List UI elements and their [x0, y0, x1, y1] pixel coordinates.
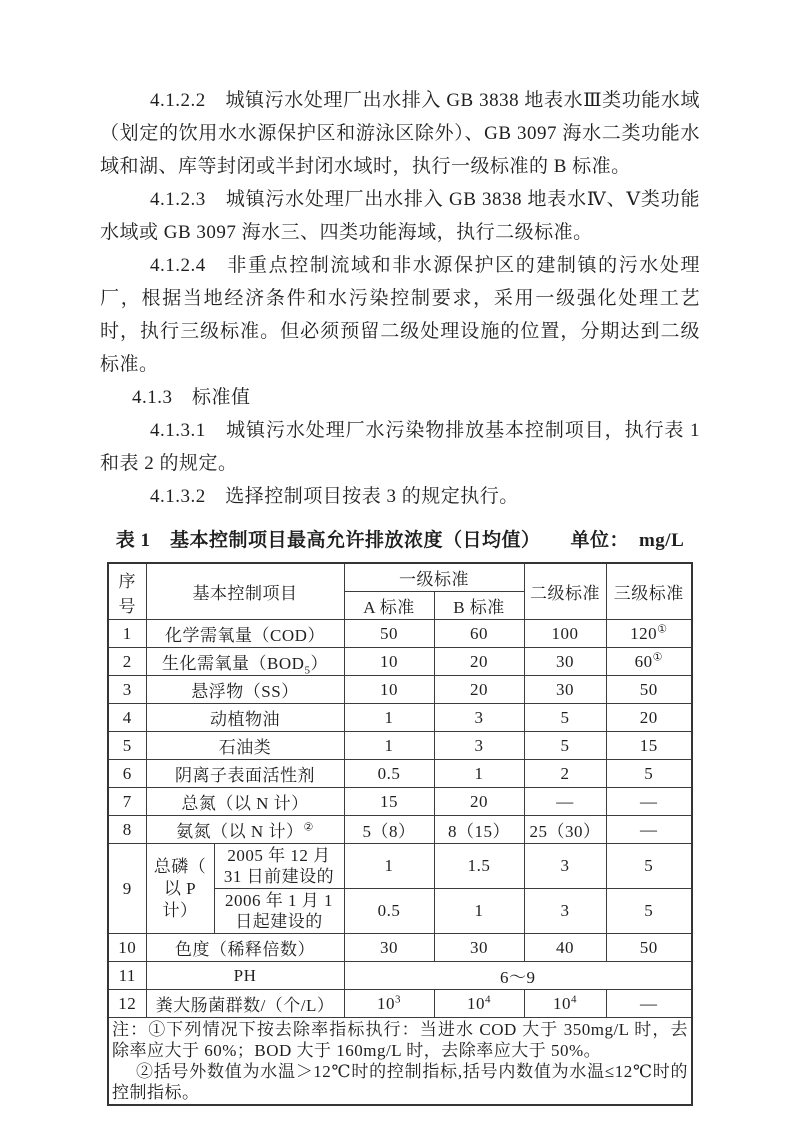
note-ref-2: ②: [303, 821, 314, 834]
cell-a: 10: [344, 648, 434, 676]
cell-no: 2: [108, 648, 146, 676]
cell-item: 生化需氧量$(BOD_5)$: [146, 648, 344, 676]
cell-level2: —: [524, 788, 606, 816]
table-row-5: [108, 732, 692, 760]
cell-level2: $10^4$: [524, 990, 606, 1018]
cell-a: 1: [344, 732, 434, 760]
cell-b: 20: [434, 676, 524, 704]
cell-b: 1: [434, 760, 524, 788]
cell-level2: 3: [524, 844, 606, 889]
header-level2: 二级标准: [524, 563, 606, 620]
cell-no: 1: [108, 620, 146, 648]
cell-a: 1: [344, 704, 434, 732]
cell-a: 0.5: [344, 889, 434, 934]
cell-item: 悬浮物（SS）: [146, 676, 344, 704]
cell-level3: 5: [606, 760, 692, 788]
table-row-2: [108, 648, 692, 676]
cell-condition-pre-2006: 2005 年 12 月 31 日前建设的: [214, 844, 344, 889]
cell-level3: 120①: [606, 620, 692, 648]
cell-b: 30: [434, 934, 524, 962]
cell-item: 氨氮（以 N 计）②: [146, 816, 344, 844]
table1-caption: [100, 525, 700, 552]
cell-level3: 60①: [606, 648, 692, 676]
cell-no: 10: [108, 934, 146, 962]
cell-a: 10: [344, 676, 434, 704]
cell-level2: 30: [524, 648, 606, 676]
cell-item: 粪大肠菌群数/（个/L）: [146, 990, 344, 1018]
table-notes-row: [108, 1018, 692, 1106]
paragraph-4-1-3-1: 4.1.3.1 城镇污水处理厂水污染物排放基本控制项目，执行表 1 和表 2 的规定。: [100, 420, 700, 474]
note-ref-1: ①: [657, 622, 668, 635]
cell-b: 1: [434, 889, 524, 934]
table1-basic-control-items: [107, 562, 693, 1106]
cell-b: 8（15）: [434, 816, 524, 844]
cell-level2: 5: [524, 732, 606, 760]
cell-item: 化学需氧量（COD）: [146, 620, 344, 648]
cell-level2: 2: [524, 760, 606, 788]
cell-level3: 20: [606, 704, 692, 732]
cell-b: $10^4$: [434, 990, 524, 1018]
table-row-7: [108, 788, 692, 816]
header-item: 基本控制项目: [146, 563, 344, 620]
cell-level3: 50: [606, 676, 692, 704]
header-level1-b: B 标准: [434, 592, 524, 620]
cell-level3: —: [606, 816, 692, 844]
cell-item: 色度（稀释倍数）: [146, 934, 344, 962]
cell-level2: 40: [524, 934, 606, 962]
cell-b: 1.5: [434, 844, 524, 889]
cell-no: 6: [108, 760, 146, 788]
cell-no: 11: [108, 962, 146, 990]
table-row-9a: [108, 844, 692, 889]
cell-ph-range: 6～9: [344, 962, 692, 990]
cell-no: 8: [108, 816, 146, 844]
cell-a: $10^3$: [344, 990, 434, 1018]
table-row-1: [108, 620, 692, 648]
cell-no: 7: [108, 788, 146, 816]
cell-level3: 50: [606, 934, 692, 962]
header-no: 序号: [108, 563, 146, 620]
cell-item: 石油类: [146, 732, 344, 760]
cell-no: 3: [108, 676, 146, 704]
cell-b: 3: [434, 732, 524, 760]
paragraph-4-1-3-2: 4.1.3.2 选择控制项目按表 3 的规定执行。: [150, 486, 519, 507]
cell-level3: 5: [606, 889, 692, 934]
paragraph-4-1-2-4: 4.1.2.4 非重点控制流域和非水源保护区的建制镇的污水处理厂，根据当地经济条件和水污染控制要求，采用一级强化处理工艺时，执行三级标准。但必须预留二级处理设施的位置，分期达到二级标准。: [100, 255, 700, 375]
exponent: 4: [571, 992, 577, 1005]
cell-item: 总氮（以 N 计）: [146, 788, 344, 816]
cell-b: 20: [434, 788, 524, 816]
cell-a: 15: [344, 788, 434, 816]
cell-a: 0.5: [344, 760, 434, 788]
cell-b: 60: [434, 620, 524, 648]
table-row-10: [108, 934, 692, 962]
cell-level2: 3: [524, 889, 606, 934]
cell-a: 50: [344, 620, 434, 648]
cell-no: 12: [108, 990, 146, 1018]
cell-level3: —: [606, 990, 692, 1018]
header-level3: 三级标准: [606, 563, 692, 620]
note-2: ②括号外数值为水温＞12℃时的控制指标,括号内数值为水温≤12℃时的控制指标。: [112, 1062, 688, 1102]
bod5-subscript: 5: [304, 664, 311, 677]
cell-no: 4: [108, 704, 146, 732]
cell-level3: —: [606, 788, 692, 816]
cell-a: 1: [344, 844, 434, 889]
paragraph-4-1-2-2: 4.1.2.2 城镇污水处理厂出水排入 GB 3838 地表水Ⅲ类功能水域（划定的饮用水水源保护区和游泳区除外）、GB 3097 海水二类功能水域和湖、库等封闭或半封闭水域时，执行一级标准的 B 标准。: [100, 90, 700, 177]
table-header-row-1: [108, 563, 692, 592]
table1-title-text: 表 1 基本控制项目最高允许排放浓度（日均值）: [115, 530, 541, 551]
cell-no: 5: [108, 732, 146, 760]
cell-no: 9: [108, 844, 146, 934]
heading-4-1-3: 4.1.3 标准值: [132, 387, 251, 408]
paragraph-4-1-2-3: 4.1.2.3 城镇污水处理厂出水排入 GB 3838 地表水Ⅳ、Ⅴ类功能水域或 GB 3097 海水三、四类功能海域，执行二级标准。: [100, 189, 700, 243]
table-row-12: [108, 990, 692, 1018]
cell-level3: 15: [606, 732, 692, 760]
table-row-11: [108, 962, 692, 990]
header-level1: 一级标准: [344, 563, 524, 592]
table1-unit-label: 单位： mg/L: [570, 530, 685, 551]
note-ref-1: ①: [652, 650, 663, 663]
table-row-6: [108, 760, 692, 788]
cell-b: 20: [434, 648, 524, 676]
cell-level2: 30: [524, 676, 606, 704]
cell-level2: 5: [524, 704, 606, 732]
exponent: 3: [395, 992, 401, 1005]
cell-item: 阴离子表面活性剂: [146, 760, 344, 788]
exponent: 4: [485, 992, 491, 1005]
cell-level3: 5: [606, 844, 692, 889]
cell-a: 5（8）: [344, 816, 434, 844]
table-notes: [108, 1018, 692, 1106]
table-row-3: [108, 676, 692, 704]
cell-a: 30: [344, 934, 434, 962]
cell-item: PH: [146, 962, 344, 990]
cell-level2: 25（30）: [524, 816, 606, 844]
cell-level2: 100: [524, 620, 606, 648]
cell-b: 3: [434, 704, 524, 732]
cell-group-total-phosphorus: 总磷（ 以 P 计）: [146, 844, 214, 934]
table-row-4: [108, 704, 692, 732]
header-level1-a: A 标准: [344, 592, 434, 620]
note-1: 注：①下列情况下按去除率指标执行：当进水 COD 大于 350mg/L 时，去除率应大于 60%；BOD 大于 160mg/L 时，去除率应大于 50%。: [112, 1020, 688, 1060]
table-row-8: [108, 816, 692, 844]
cell-item: 动植物油: [146, 704, 344, 732]
cell-condition-from-2006: 2006 年 1 月 1 日起建设的: [214, 889, 344, 934]
